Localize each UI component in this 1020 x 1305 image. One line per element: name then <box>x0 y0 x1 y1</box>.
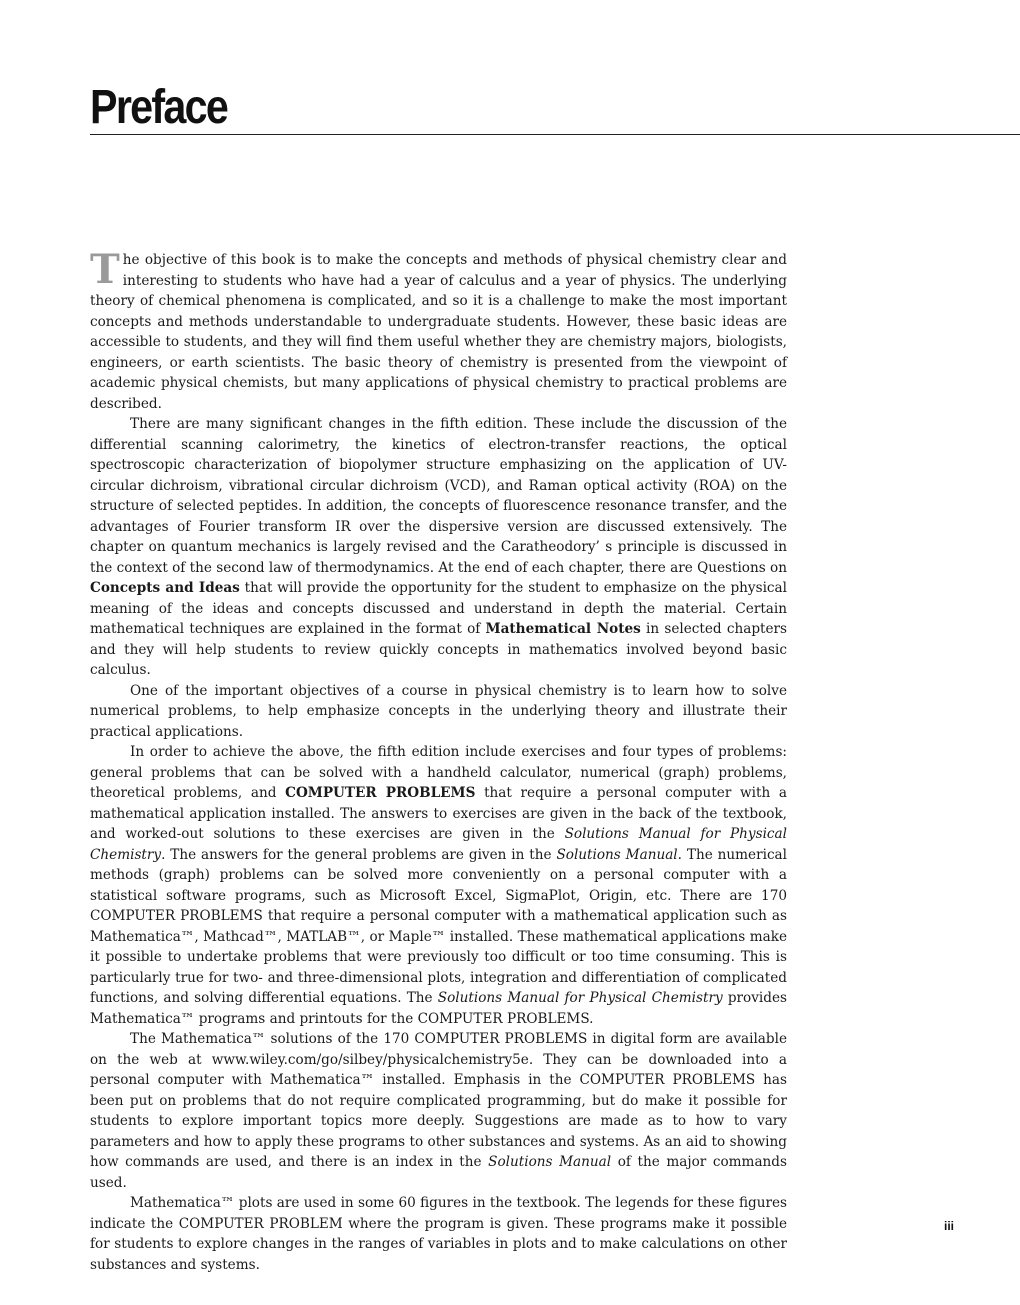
title-rule <box>90 134 1020 135</box>
italic-title-solutions-manual: Solutions Manual for Physical Chemistry <box>437 990 723 1006</box>
paragraph-problems <box>90 742 787 1029</box>
italic-title-solutions-manual: Solutions Manual for Physical Chemistry <box>90 826 787 863</box>
paragraph-text: One of the important objectives of a course in physical chemistry is to learn how to solve numerical problems, to help emphasize concepts in the underlying theory and illustrate their practical applications. <box>90 682 787 740</box>
preface-body <box>90 246 788 1275</box>
paragraph-objectives <box>90 681 787 743</box>
paragraph-text: There are many significant changes in the fifth edition. These include the discussion of the differential scanning calorimetry, the kinetics of electron-transfer reactions, the optical spectroscopic characterization of biopolymer structure emphasizing on the application of UV-circular dichroism, vibrational circular dichroism (VCD), and Raman optical activity (ROA) on the structure of selected peptides. In addition, the concepts of fluorescence resonance transfer, and the advantages of Fourier transform IR over the dispersive version are discussed extensively. The chapter on quantum mechanics is largely revised and the Caratheodory’ s principle is discussed in the context of the second law of thermodynamics. At the end of each chapter, there are Questions on <box>90 416 787 576</box>
paragraph-text: In order to achieve the above, the fifth edition include exercises and four types of problems: general problems that can be solved with a handheld calculator, numerical (graph) problems, theoretical problems, and <box>90 744 787 801</box>
paragraph-text: he objective of this book is to make the concepts and methods of physical chemistry clear and interesting to students who have had a year of calculus and a year of physics. The underlying theory of chemical phenomena is complicated, and so it is a challenge to make the most important concepts and methods understandable to undergraduate students. However, these basic ideas are accessible to students, and they will find them useful whether they are chemistry majors, biologists, engineers, or earth scientists. The basic theory of chemistry is presented from the viewpoint of academic physical chemists, but many applications of physical chemistry to practical problems are described. <box>90 252 787 412</box>
paragraph-text: that will provide the opportunity for the student to emphasize on the physical meaning of the ideas and concepts discussed and understand in depth the material. Certain mathematical techniques are explained in the format of <box>90 580 787 637</box>
paragraph-text: in selected chapters and they will help students to review quickly concepts in mathematics involved beyond basic calculus. <box>90 621 787 678</box>
paragraph-text: . The answers for the general problems are given in the <box>161 846 557 863</box>
paragraph-text: provides Mathematica™ programs and printouts for the COMPUTER PROBLEMS. <box>90 990 787 1027</box>
page-number: iii <box>944 1219 955 1233</box>
paragraph-text: Mathematica™ plots are used in some 60 figures in the textbook. The legends for these figures indicate the COMPUTER PROBLEM where the program is given. These programs make it possible for students to explore changes in the ranges of variables in plots and to make calculations on other substances and systems. <box>90 1195 787 1273</box>
paragraph-intro <box>90 246 787 414</box>
paragraph-mathematica-plots <box>90 1193 787 1275</box>
paragraph-changes <box>90 414 787 681</box>
bold-term-math-notes: Mathematical Notes <box>485 621 641 637</box>
italic-title-solutions-manual: Solutions Manual <box>556 846 678 863</box>
drop-cap: T <box>90 246 120 293</box>
page-title: Preface <box>90 81 228 134</box>
paragraph-text: . The numerical methods (graph) problems can be solved more conveniently on a personal computer with a statistical software programs, such as Microsoft Excel, SigmaPlot, Origin, etc. There are 170 COMPUTER PROBLEMS that require a personal computer with a mathematical application such as Mathematica™, Mathcad™, MATLAB™, or Maple™ installed. These mathematical applications make it possible to undertake problems that were previously too difficult or too time consuming. This is particularly true for two- and three-dimensional plots, integration and differentiation of complicated functions, and solving differential equations. The <box>90 846 788 1006</box>
bold-term-concepts: Concepts and Ideas <box>90 580 240 596</box>
italic-title-solutions-manual: Solutions Manual <box>488 1154 612 1170</box>
bold-term-computer-problems: COMPUTER PROBLEMS <box>285 785 476 801</box>
paragraph-text: that require a personal computer with a mathematical application installed. The answers to exercises are given in the back of the textbook, and worked-out solutions to these exercises are given in the <box>90 785 787 842</box>
paragraph-text: of the major commands used. <box>90 1154 787 1191</box>
paragraph-mathematica-solutions <box>90 1029 787 1193</box>
paragraph-text: The Mathematica™ solutions of the 170 COMPUTER PROBLEMS in digital form are available on the web at www.wiley.com/go/silbey/physicalchemistry5e. They can be downloaded into a personal computer with Mathematica™ installed. Emphasis in the COMPUTER PROBLEMS has been put on problems that do not require complicated programming, but do make it possible for students to explore important topics more deeply. Suggestions are made as to how to vary parameters and how to apply these programs to other substances and systems. As an aid to showing how commands are used, and there is an index in the <box>90 1031 787 1170</box>
